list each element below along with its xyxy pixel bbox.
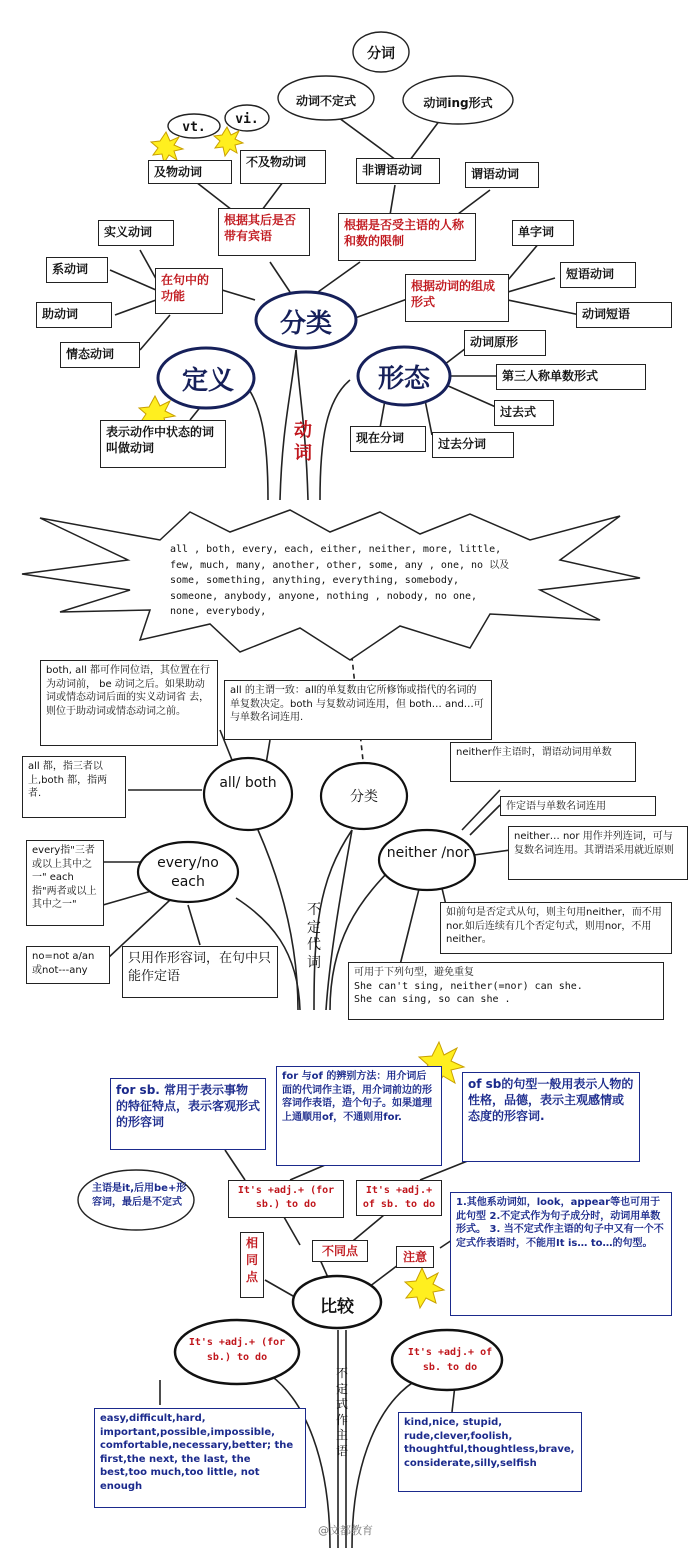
cloud-vi: vi. [235, 112, 259, 127]
note-avoid-repeat-group [348, 962, 664, 1020]
every-each-circle: every/no each [157, 855, 219, 890]
classify-circle: 分类 [279, 309, 332, 339]
composition-phrasal-verb: 短语动词 [560, 262, 636, 288]
transitive-verb: 及物动词 [148, 160, 232, 184]
watermark: @文都教育 [318, 1524, 373, 1537]
pronoun-classify-circle: 分类 [350, 789, 378, 805]
note-all-both-meaning: all 都，指三者以上,both 都，指两者. [22, 756, 126, 818]
form-third-person: 第三人称单数形式 [496, 364, 646, 390]
note-no: no=not a/an或not---any [26, 946, 110, 984]
function-item-modal: 情态动词 [60, 342, 140, 368]
neither-nor-circle: neither /nor [386, 845, 470, 861]
nonfinite-verb: 非谓语动词 [356, 158, 440, 184]
verb-trunk-label: 动词 [294, 420, 312, 464]
label-attention: 注意 [396, 1246, 434, 1268]
cloud-infinitive: 动词不定式 [295, 94, 356, 108]
cloud-vt: vt. [182, 120, 206, 135]
note-both-all-position: both, all 都可作同位语，其位置在行为动词前， be 动词之后。如果助动词或情态动词后面的实义动词省 去，则位于助动词或情态动词之前。 [40, 660, 218, 746]
note-neither-subject: neither作主语时，谓语动词用单数 [450, 742, 636, 782]
note-attention: 1.其他系动词如，look，appear等也可用于此句型 2.不定式作为句子成分时，动词用单数形式。 3. 当不定式作主语的句子中又有一个不定式作表语时，不能用It is… to…的句型。 [450, 1192, 672, 1316]
by-function-label: 在句中的功能 [155, 268, 223, 314]
label-different: 不同点 [312, 1240, 368, 1262]
adj-list-of: kind,nice, stupid, rude,clever,foolish, thoughtful,thoughtless,brave, considerate,silly,selfish [398, 1412, 582, 1492]
composition-verb-phrase: 动词短语 [576, 302, 672, 328]
by-object-label: 根据其后是否带有宾语 [218, 208, 310, 256]
pattern-of-bottom: It's +adj.+ of sb. to do [407, 1347, 493, 1373]
by-subject-label: 根据是否受主语的人称和数的限制 [338, 213, 476, 261]
pronoun-trunk-label: 不定代词 [307, 902, 321, 971]
example-2: She can sing, so can she . [354, 994, 511, 1005]
form-present-participle: 现在分词 [350, 426, 426, 452]
note-for-sb: for sb. 常用于表示事物的特征特点，表示客观形式的形容词 [110, 1078, 266, 1150]
note-subject-it: 主语是it,后用be+形容词，最后是不定式 [92, 1183, 187, 1208]
infinitive-trunk-label: 不定式作主语 [335, 1366, 348, 1458]
by-composition-label: 根据动词的组成形式 [405, 274, 509, 322]
note-avoid-repeat: 可用于下列句型，避免重复 [354, 967, 474, 978]
pattern-for-bottom: It's +adj.+ (for sb.) to do [188, 1337, 286, 1363]
composition-single-word: 单字词 [512, 220, 574, 246]
note-every-attr: 只用作形容词，在句中只能作定语 [122, 946, 278, 998]
note-for-of: for 与of 的辨别方法：用介词后面的代词作主语，用介词前边的形容词作表语，造个句子。如果道理上通顺用of，不通则用for. [276, 1066, 442, 1166]
form-circle: 形态 [377, 364, 430, 394]
function-item-auxiliary: 助动词 [36, 302, 112, 328]
pattern-of-top: It's +adj.+ of sb. to do [356, 1180, 442, 1216]
compare-circle: 比较 [320, 1297, 354, 1317]
cloud-ing-form: 动词ing形式 [423, 96, 493, 110]
form-past: 过去式 [494, 400, 554, 426]
define-circle: 定义 [181, 366, 234, 396]
adj-list-for: easy,difficult,hard, important,possible,impossible, comfortable,necessary,better; the first,the next, the last, the best,too much,too little, not enough [94, 1408, 306, 1508]
note-attr-singular: 作定语与单数名词连用 [500, 796, 656, 816]
note-all-agreement: all 的主谓一致：all的单复数由它所修饰或指代的名词的单复数决定。both 与复数动词连用，但 both… and…可与单数名词连用. [224, 680, 492, 740]
function-item-linking: 系动词 [46, 257, 108, 283]
note-neither-nor: neither… nor 用作并列连词，可与复数名词连用。其谓语采用就近原则 [508, 826, 688, 880]
form-past-participle: 过去分词 [432, 432, 514, 458]
note-every-each: every指"三者或以上其中之一" each指"两者或以上其中之一" [26, 840, 104, 926]
note-of-sb: of sb的句型一般用表示人物的性格，品德，表示主观感情或态度的形容词. [462, 1072, 640, 1162]
label-same: 相同点 [240, 1232, 264, 1298]
finite-verb: 谓语动词 [465, 162, 539, 188]
function-item-notional: 实义动词 [98, 220, 174, 246]
note-negative-clause: 如前句是否定式从句，则主句用neither，而不用 nor.如后连续有几个否定句式，则用nor，不用neither。 [440, 902, 672, 954]
pronoun-list: all , both, every, each, either, neither, more, little, few, much, many, another, other, some, any , one, no 以及some, something, anything, everything, somebody, someone, anybody, anyone, nothing , nobody, no one, none, everybody, [170, 544, 510, 617]
form-base: 动词原形 [464, 330, 546, 356]
pattern-for-top: It's +adj.+ (for sb.) to do [228, 1180, 344, 1218]
example-1: She can't sing, neither(=nor) can she. [354, 980, 583, 992]
intransitive-verb: 不及物动词 [240, 150, 326, 184]
cloud-participle: 分词 [367, 46, 395, 62]
all-both-circle: all/ both [219, 775, 277, 791]
verb-definition: 表示动作中状态的词叫做动词 [100, 420, 226, 468]
